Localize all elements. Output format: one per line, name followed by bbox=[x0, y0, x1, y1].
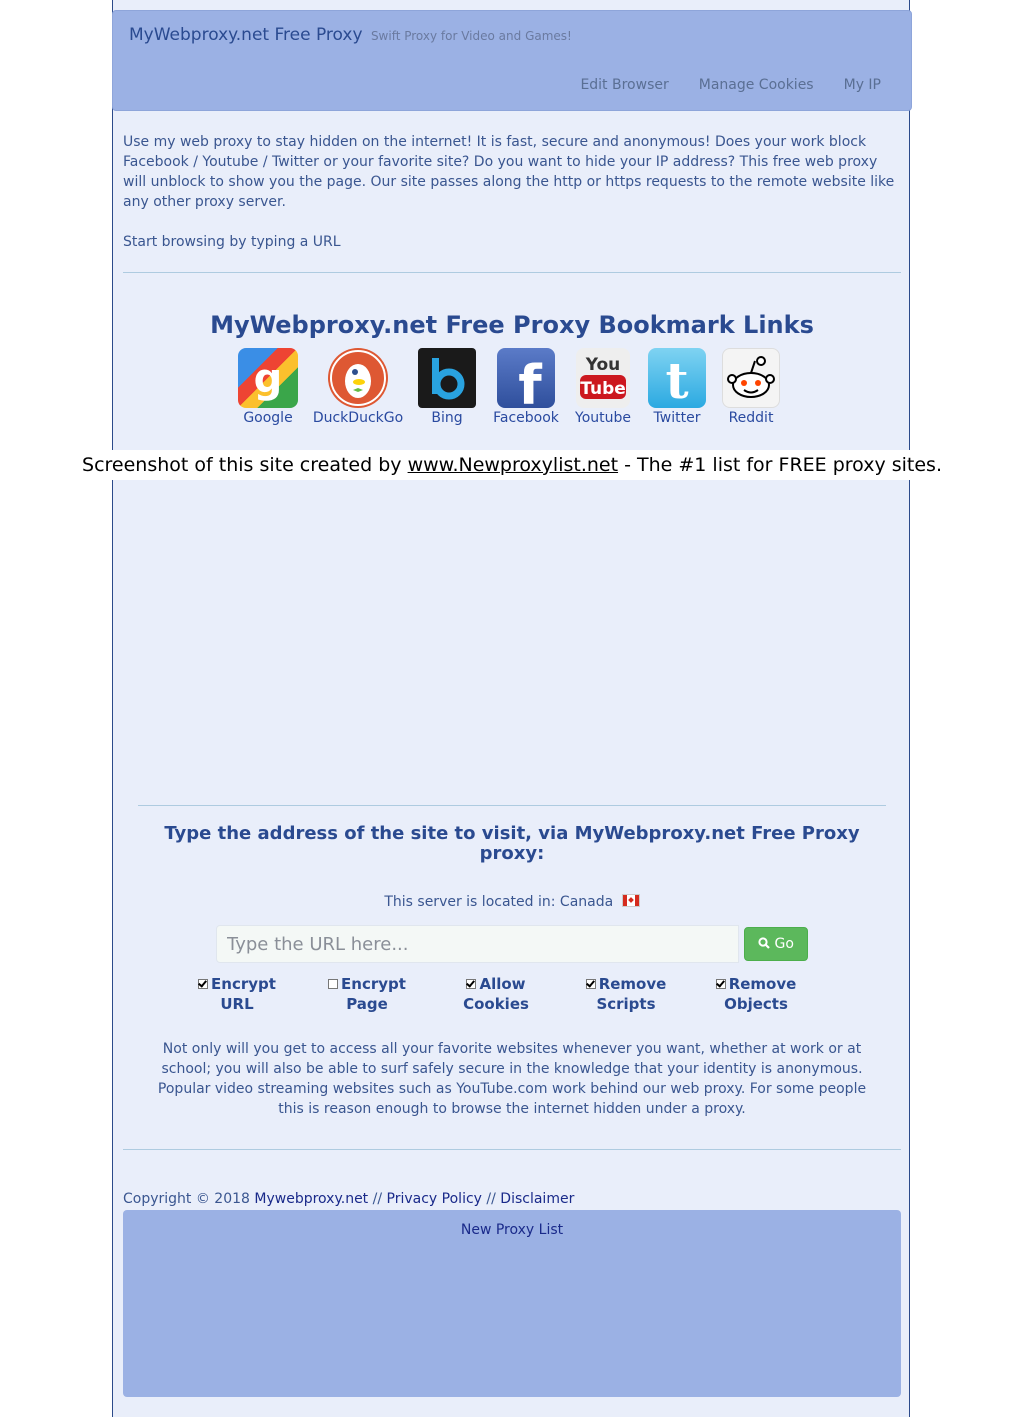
go-button-label: Go bbox=[774, 936, 794, 952]
option-label-2: Page bbox=[346, 995, 388, 1013]
option-label-1: Remove bbox=[598, 975, 667, 993]
canada-flag-icon bbox=[622, 894, 640, 907]
footer-sep: // bbox=[486, 1191, 496, 1207]
footer bbox=[123, 1191, 574, 1207]
option-remove-objects[interactable] bbox=[701, 974, 811, 1014]
option-label-2: Cookies bbox=[463, 995, 529, 1013]
facebook-icon bbox=[497, 348, 555, 408]
nav-manage-cookies[interactable]: Manage Cookies bbox=[698, 77, 814, 93]
bookmark-google[interactable] bbox=[238, 348, 298, 426]
proxy-blurb: Not only will you get to access all your favorite websites whenever you want, whether at work or at school; you will also be able to surf safely secure in the knowledge that your identity is anonymous. Popular video streaming websites such as YouTube.com work behind our web proxy. For some people this is reason enough to browse the internet hidden under a proxy. bbox=[157, 1041, 867, 1117]
screenshot-banner bbox=[0, 450, 1024, 480]
option-label-1: Encrypt bbox=[211, 975, 276, 993]
banner-prefix: Screenshot of this site created by bbox=[82, 454, 402, 476]
bookmark-label: Reddit bbox=[728, 410, 774, 426]
option-encrypt-page[interactable] bbox=[312, 974, 422, 1014]
search-icon bbox=[758, 937, 770, 949]
bookmark-label: Youtube bbox=[575, 410, 631, 426]
option-label-2: URL bbox=[220, 995, 254, 1013]
checkbox[interactable] bbox=[328, 979, 338, 989]
nav-links bbox=[580, 77, 881, 93]
checkbox[interactable] bbox=[466, 979, 476, 989]
bookmark-label: Bing bbox=[431, 410, 463, 426]
svg-text:g: g bbox=[253, 356, 283, 402]
bookmarks-title: MyWebproxy.net Free Proxy Bookmark Links bbox=[210, 311, 814, 339]
location-value: Canada bbox=[559, 894, 614, 910]
brand[interactable] bbox=[129, 25, 572, 45]
option-encrypt-url[interactable] bbox=[182, 974, 292, 1014]
footer-site-link[interactable]: Mywebproxy.net bbox=[254, 1191, 369, 1207]
svg-text:You: You bbox=[585, 355, 621, 375]
duckduckgo-icon bbox=[328, 348, 388, 408]
navbar bbox=[112, 10, 912, 111]
option-label-1: Encrypt bbox=[341, 975, 406, 993]
intro-start: Start browsing by typing a URL bbox=[123, 234, 341, 250]
bookmark-facebook[interactable] bbox=[493, 348, 559, 426]
bookmark-label: Google bbox=[243, 410, 293, 426]
bookmark-label: Facebook bbox=[493, 410, 559, 426]
bookmark-twitter[interactable] bbox=[648, 348, 706, 426]
nav-my-ip[interactable]: My IP bbox=[843, 77, 881, 93]
bookmark-reddit[interactable] bbox=[722, 348, 780, 426]
youtube-icon bbox=[576, 348, 630, 408]
intro-paragraph: Use my web proxy to stay hidden on the internet! It is fast, secure and anonymous! Does your work block Facebook / Youtube / Twitter or your favorite site? Do you want to hide your IP address? This free web proxy will unblock to show you the page. Our site passes along the http or https requests to the remote website like any other proxy server. bbox=[123, 134, 895, 210]
bookmark-label: Twitter bbox=[653, 410, 701, 426]
url-input[interactable] bbox=[216, 925, 739, 963]
new-proxy-list-link[interactable]: New Proxy List bbox=[460, 1222, 564, 1238]
brand-title[interactable]: MyWebproxy.net Free Proxy bbox=[129, 25, 363, 45]
checkbox[interactable] bbox=[198, 979, 208, 989]
copyright: Copyright © 2018 bbox=[123, 1191, 250, 1207]
svg-text:f: f bbox=[518, 354, 542, 408]
checkbox[interactable] bbox=[716, 979, 726, 989]
footer-disclaimer-link[interactable]: Disclaimer bbox=[500, 1191, 575, 1207]
bookmark-youtube[interactable] bbox=[576, 348, 630, 426]
banner-suffix: - The #1 list for FREE proxy sites. bbox=[624, 454, 942, 476]
footer-sep: // bbox=[372, 1191, 383, 1207]
reddit-icon bbox=[722, 348, 780, 408]
twitter-icon bbox=[648, 348, 706, 408]
bookmark-bing[interactable] bbox=[418, 348, 476, 426]
divider bbox=[123, 1149, 901, 1150]
footer-box bbox=[123, 1210, 901, 1397]
option-label-2: Scripts bbox=[596, 995, 656, 1013]
option-allow-cookies[interactable] bbox=[441, 974, 551, 1014]
url-form-title: Type the address of the site to visit, via MyWebproxy.net Free Proxy proxy: bbox=[164, 823, 860, 864]
brand-tagline: Swift Proxy for Video and Games! bbox=[370, 29, 572, 43]
google-icon bbox=[238, 348, 298, 408]
banner-link[interactable]: www.Newproxylist.net bbox=[407, 454, 619, 476]
go-button[interactable] bbox=[744, 927, 808, 961]
divider bbox=[123, 272, 901, 273]
svg-text:Tube: Tube bbox=[580, 379, 626, 399]
bookmark-label: DuckDuckGo bbox=[312, 410, 404, 426]
nav-edit-browser[interactable]: Edit Browser bbox=[580, 77, 669, 93]
bookmark-duckduckgo[interactable] bbox=[312, 348, 404, 426]
option-label-1: Remove bbox=[728, 975, 797, 993]
bookmarks-row bbox=[0, 348, 1024, 438]
svg-text:t: t bbox=[665, 351, 689, 408]
checkbox[interactable] bbox=[586, 979, 596, 989]
intro bbox=[123, 132, 901, 252]
server-location bbox=[123, 894, 901, 910]
divider bbox=[138, 805, 886, 806]
option-label-1: Allow bbox=[479, 975, 526, 993]
footer-privacy-link[interactable]: Privacy Policy bbox=[386, 1191, 482, 1207]
bing-icon bbox=[418, 348, 476, 408]
location-label: This server is located in: bbox=[384, 894, 556, 910]
option-remove-scripts[interactable] bbox=[571, 974, 681, 1014]
option-label-2: Objects bbox=[724, 995, 788, 1013]
